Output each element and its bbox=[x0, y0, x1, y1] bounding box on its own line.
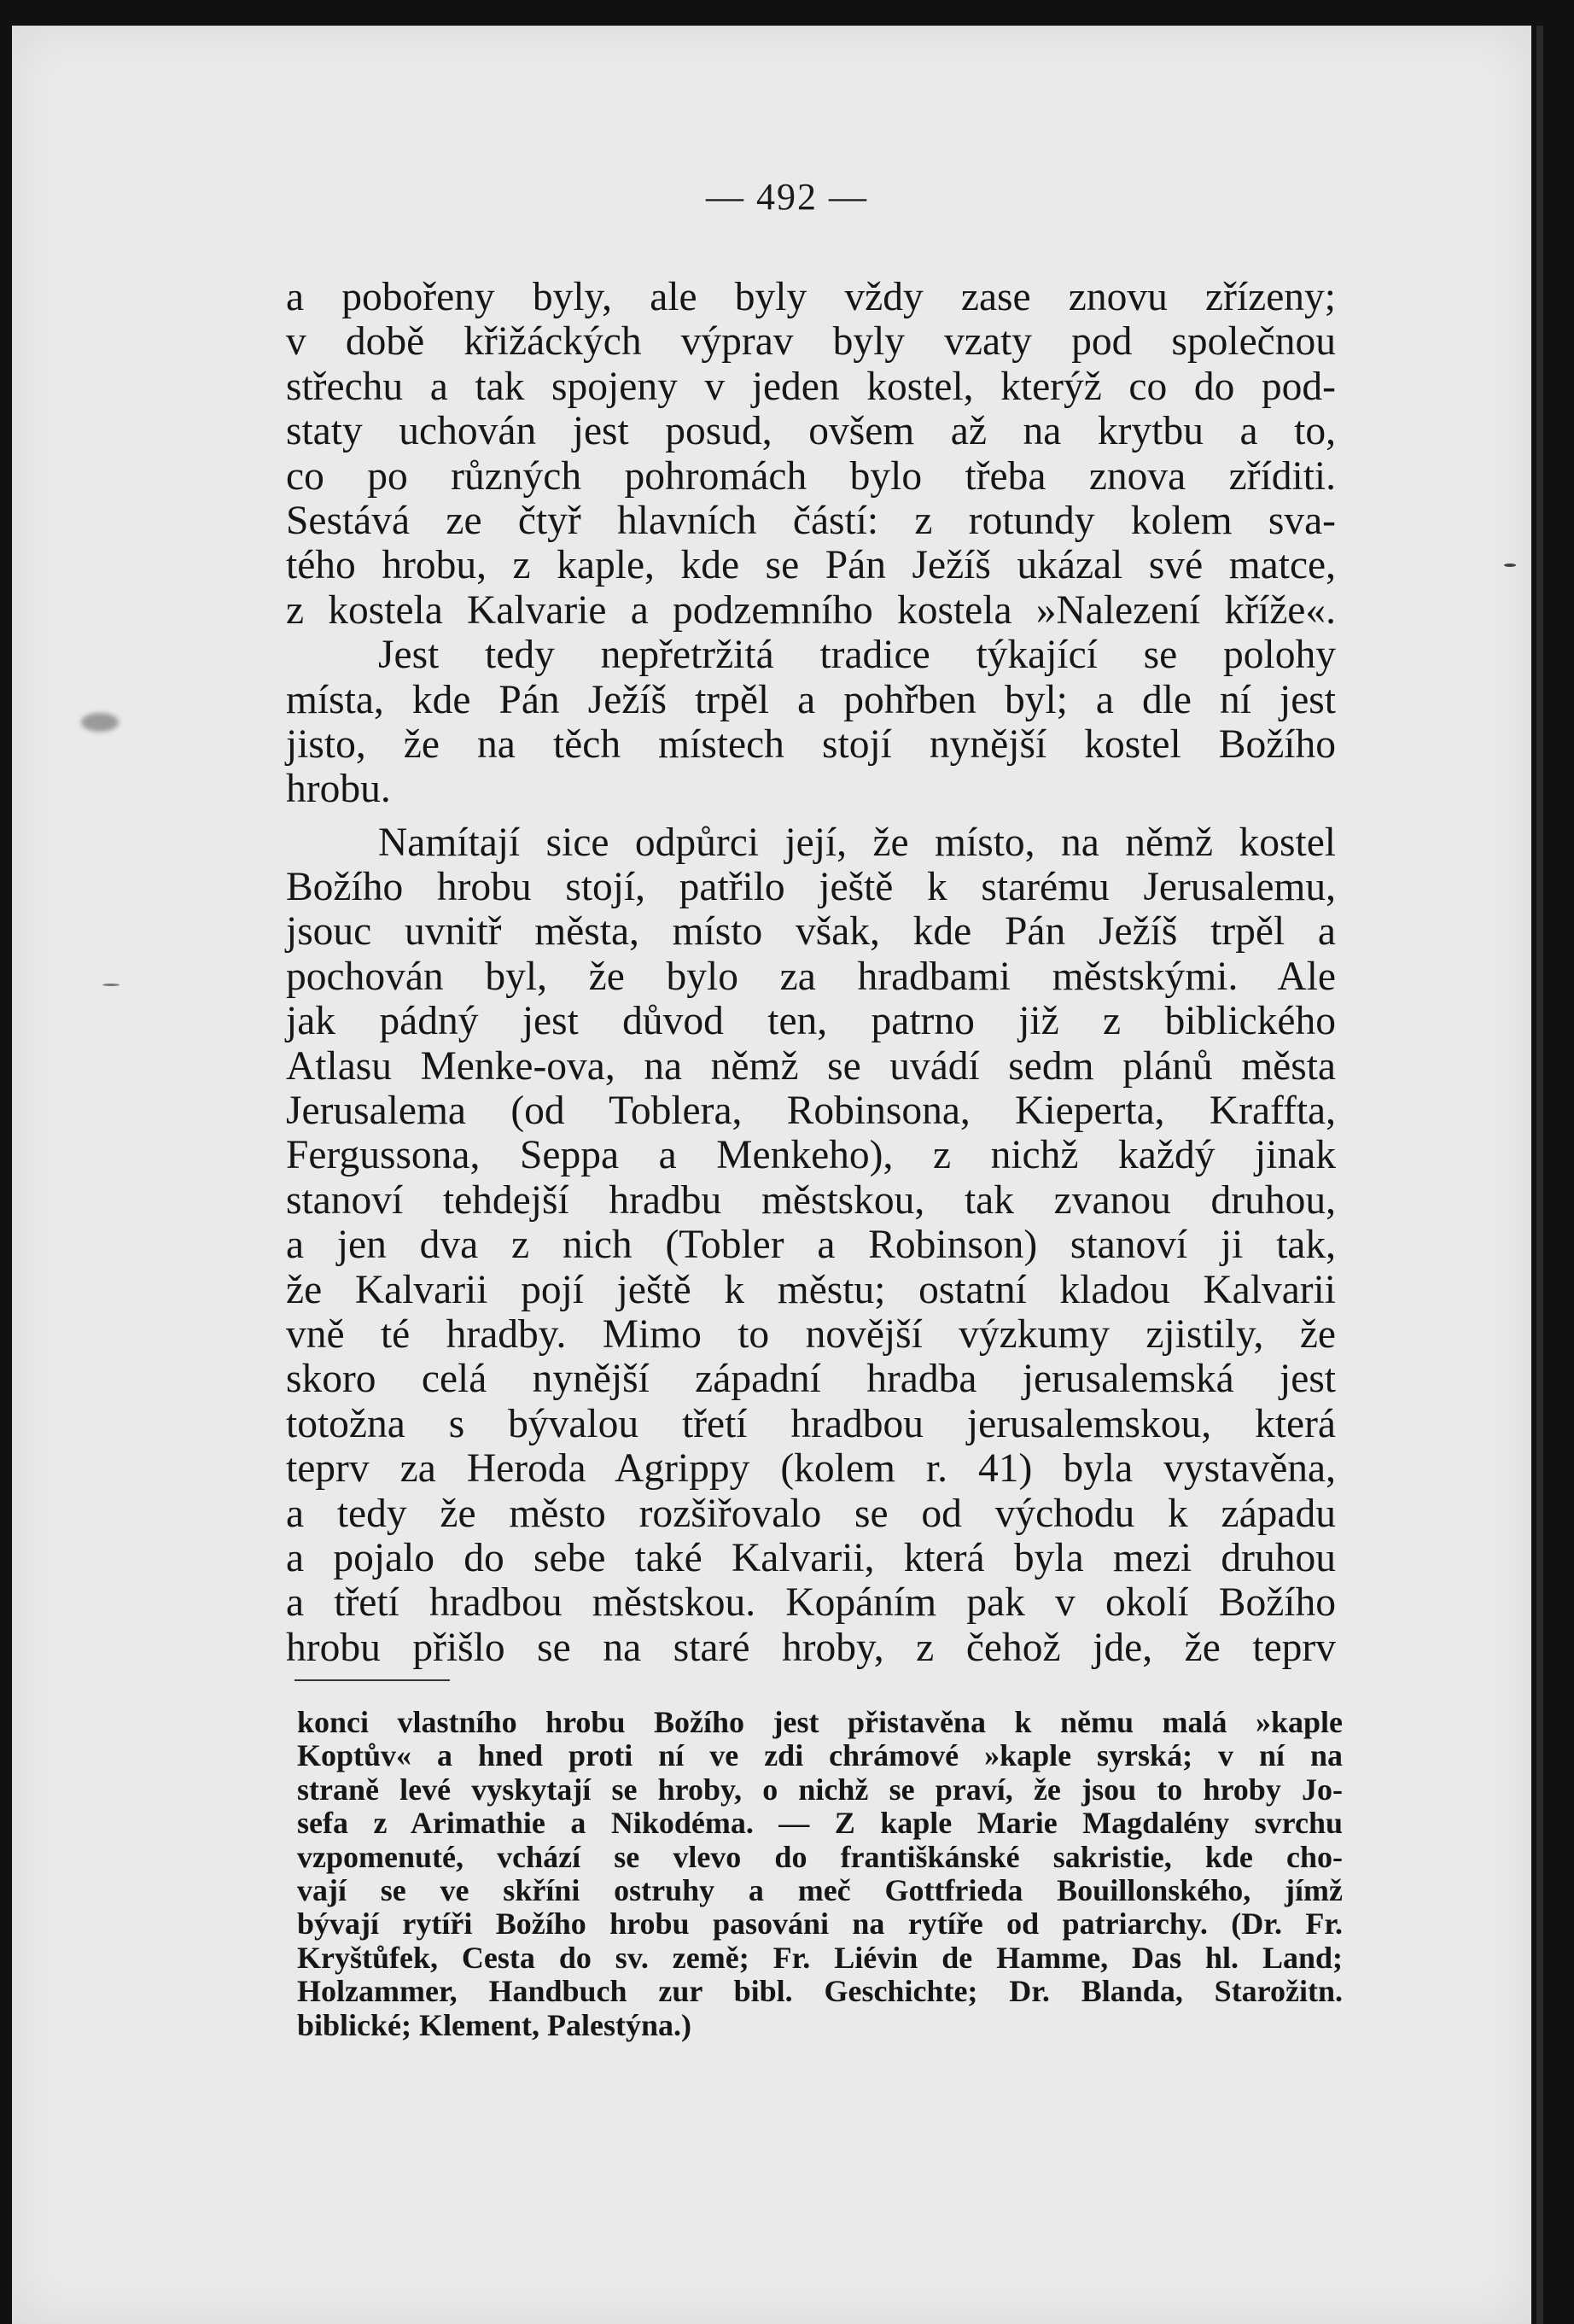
text-line: jsouc uvnitř města, místo však, kde Pán Ježíš trpěl a bbox=[286, 909, 1336, 955]
footnote-line: Holzammer, Handbuch zur bibl. Geschichte; Dr. Blanda, Starožitn. bbox=[297, 1974, 1343, 2009]
footnote-line: vzpomenuté, vchází se vlevo do františkánské sakristie, kde cho- bbox=[297, 1839, 1343, 1874]
text-line: Jest tedy nepřetržitá tradice týkající se polohy bbox=[378, 633, 1336, 678]
text-line: jak pádný jest důvod ten, patrno již z biblického bbox=[286, 999, 1336, 1044]
text-line: Sestává ze čtyř hlavních částí: z rotundy kolem sva- bbox=[286, 498, 1336, 543]
text-line: Jerusalema (od Toblera, Robinsona, Kieperta, Kraffta, bbox=[286, 1089, 1336, 1134]
text-line: stanoví tehdejší hradbu městskou, tak zvanou druhou, bbox=[286, 1177, 1336, 1223]
footnote-line: sefa z Arimathie a Nikodéma. — Z kaple Marie Magdalény svrchu bbox=[297, 1806, 1343, 1841]
footnote-line: Koptův« a hned proti ní ve zdi chrámové »kaple syrská; v ní na bbox=[297, 1738, 1343, 1773]
page-edge-binding bbox=[1531, 26, 1574, 2324]
text-line: totožna s bývalou třetí hradbou jerusalemskou, která bbox=[286, 1401, 1336, 1446]
text-line: pochován byl, že bylo za hradbami městskými. Ale bbox=[286, 954, 1336, 999]
text-line: místa, kde Pán Ježíš trpěl a pohřben byl; a dle ní jest bbox=[286, 677, 1336, 722]
text-line: teprv za Heroda Agrippy (kolem r. 41) byla vystavěna, bbox=[286, 1446, 1336, 1492]
text-line: Atlasu Menke-ova, na němž se uvádí sedm plánů města bbox=[286, 1043, 1336, 1089]
text-line: co po různých pohromách bylo třeba znova zříditi. bbox=[286, 453, 1336, 499]
footnote-rule bbox=[294, 1679, 450, 1681]
text-line: staty uchován jest posud, ovšem až na krytbu a to, bbox=[286, 409, 1336, 454]
text-line: Fergussona, Seppa a Menkeho), z nichž každý jinak bbox=[286, 1133, 1336, 1178]
footnote-line: straně levé vyskytají se hroby, o nichž se praví, že jsou to hroby Jo- bbox=[297, 1772, 1343, 1807]
text-line: tého hrobu, z kaple, kde se Pán Ježíš ukázal své matce, bbox=[286, 543, 1336, 588]
text-line: a tedy že město rozšiřovalo se od východu k západu bbox=[286, 1491, 1336, 1536]
footnote-line: bývají rytíři Božího hrobu pasováni na rytíře od patriarchy. (Dr. Fr. bbox=[297, 1906, 1343, 1942]
text-line: vně té hradby. Mimo to novější výzkumy zjistily, že bbox=[286, 1311, 1336, 1357]
page-blemish bbox=[81, 713, 119, 732]
text-line: skoro celá nynější západní hradba jerusalemská jest bbox=[286, 1357, 1336, 1402]
text-line: a třetí hradbou městskou. Kopáním pak v okolí Božího bbox=[286, 1580, 1336, 1626]
text-line: střechu a tak spojeny v jeden kostel, kterýž co do pod- bbox=[286, 364, 1336, 409]
text-line: hrobu. bbox=[286, 767, 391, 812]
text-line: jisto, že na těch místech stojí nynější kostel Božího bbox=[286, 721, 1336, 767]
footnote-line: konci vlastního hrobu Božího jest přistavěna k němu malá »kaple bbox=[297, 1705, 1343, 1739]
text-line: v době křižáckých výprav byly vzaty pod společnou bbox=[286, 319, 1336, 365]
text-line: Namítají sice odpůrci její, že místo, na němž kostel bbox=[378, 820, 1336, 865]
page-blemish bbox=[102, 984, 120, 986]
footnote-text bbox=[297, 1706, 1343, 2042]
text-line: a pojalo do sebe také Kalvarii, která byla mezi druhou bbox=[286, 1535, 1336, 1580]
main-text bbox=[286, 275, 1336, 1670]
text-line: hrobu přišlo se na staré hroby, z čehož jde, že teprv bbox=[286, 1625, 1336, 1670]
text-line: a jen dva z nich (Tobler a Robinson) stanoví ji tak, bbox=[286, 1223, 1336, 1268]
page-number: — 492 — bbox=[706, 176, 868, 218]
text-line: Božího hrobu stojí, patřilo ještě k starému Jerusalemu, bbox=[286, 865, 1336, 910]
text-line: že Kalvarii pojí ještě k městu; ostatní kladou Kalvarii bbox=[286, 1267, 1336, 1312]
footnote-line: biblické; Klement, Palestýna.) bbox=[297, 2007, 691, 2042]
footnote-line: vají se ve skříni ostruhy a meč Gottfrieda Bouillonského, jímž bbox=[297, 1872, 1343, 1907]
text-line: a pobořeny byly, ale byly vždy zase znovu zřízeny; bbox=[286, 275, 1336, 319]
footnote-line: Kryštůfek, Cesta do sv. země; Fr. Liévin de Hamme, Das hl. Land; bbox=[297, 1940, 1343, 1975]
page-blemish bbox=[1504, 563, 1516, 567]
text-line: z kostela Kalvarie a podzemního kostela »Nalezení kříže«. bbox=[286, 587, 1336, 633]
